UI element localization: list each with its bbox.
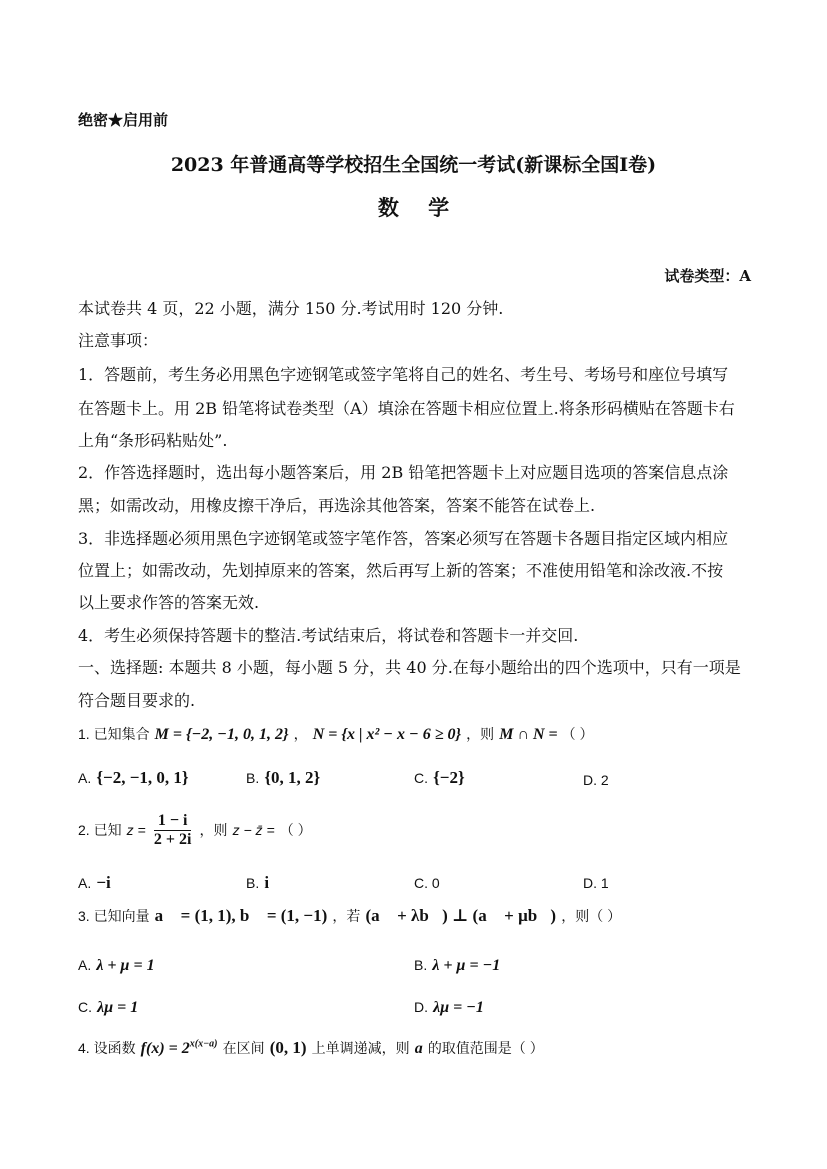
q4-function: f(x) = 2 xyxy=(140,1040,190,1057)
note-line: 1．答题前，考生务必用黑色字迹钢笔或签字笔将自己的姓名、考生号、考场号和座位号填写 xyxy=(78,365,729,384)
note-line: 黑；如需改动，用橡皮擦干净后，再选涂其他答案，答案不能答在试卷上. xyxy=(78,496,596,515)
q1-option-a xyxy=(78,768,189,788)
option-label: B. xyxy=(246,770,260,786)
confidential-label: 绝密★启用前 xyxy=(78,111,169,129)
option-label: A. xyxy=(78,770,92,786)
option-value: −i xyxy=(96,873,111,892)
option-label: C. xyxy=(414,770,428,786)
option-label: C. xyxy=(78,999,92,1015)
q2-prefix: 2. 已知 xyxy=(78,822,122,838)
option-label: D. xyxy=(414,999,428,1015)
q4-interval: (0, 1) xyxy=(269,1038,307,1057)
q2-option-d: D. 1 xyxy=(583,875,609,891)
question-2 xyxy=(78,812,312,849)
option-value: λμ = 1 xyxy=(97,999,139,1016)
q2-option-b xyxy=(246,873,269,893)
section-heading-cont: 符合题目要求的. xyxy=(78,691,196,710)
q2-option-c: C. 0 xyxy=(414,875,440,891)
q2-suffix: ，则 xyxy=(199,822,228,838)
option-value: λ + μ = −1 xyxy=(432,957,501,974)
q3-option-a xyxy=(78,955,155,975)
question-3 xyxy=(78,906,621,926)
option-label: B. xyxy=(246,875,260,891)
option-value: λμ = −1 xyxy=(433,999,484,1016)
note-line: 4．考生必须保持答题卡的整洁.考试结束后，将试卷和答题卡一并交回. xyxy=(78,626,579,645)
q3-option-c xyxy=(78,997,138,1017)
q1-set-m: M = {−2, −1, 0, 1, 2} xyxy=(154,726,289,743)
q1-prefix: 1. 已知集合 xyxy=(78,726,150,742)
subject-title: 数 学 xyxy=(377,195,450,220)
notes-heading: 注意事项： xyxy=(78,331,159,350)
q2-ask: z − z̄ = xyxy=(232,822,275,838)
q4-exponent: x(x−a) xyxy=(189,1038,218,1050)
question-1 xyxy=(78,724,594,744)
option-value: {0, 1, 2} xyxy=(264,768,321,787)
q4-variable: a xyxy=(414,1040,423,1057)
q3-vectors: a⃗ = (1, 1), b⃗ = (1, −1) xyxy=(154,906,328,925)
q1-ask: M ∩ N = xyxy=(499,726,562,743)
q2-numerator: 1 − i xyxy=(154,812,192,831)
q3-suffix: ，则（ ） xyxy=(561,908,622,924)
q2-option-a xyxy=(78,873,111,893)
q4-suffix: 的取值范围是（ ） xyxy=(427,1040,544,1056)
option-label: A. xyxy=(78,875,92,891)
question-4 xyxy=(78,1038,544,1058)
q3-condition: (a⃗ + λb⃗) ⊥ (a⃗ + μb⃗) xyxy=(365,906,557,925)
note-line: 以上要求作答的答案无效. xyxy=(78,593,260,612)
note-line: 3．非选择题必须用黑色字迹钢笔或签字笔作答，答案必须写在答题卡各题目指定区域内相应 xyxy=(78,529,729,548)
exam-title: 2023 年普通高等学校招生全国统一考试(新课标全国I卷) xyxy=(170,154,657,176)
note-line: 在答题卡上。用 2B 铅笔将试卷类型（A）填涂在答题卡相应位置上.将条形码横贴在答题卡右 xyxy=(78,399,735,418)
q2-z: z = xyxy=(126,822,146,838)
option-value: i xyxy=(264,873,270,892)
option-value: {−2} xyxy=(433,768,465,787)
option-value: λ + μ = 1 xyxy=(96,957,155,974)
q3-prefix: 3. 已知向量 xyxy=(78,908,150,924)
note-line: 上角“条形码粘贴处”. xyxy=(78,431,228,450)
q3-mid: ，若 xyxy=(332,908,361,924)
q2-denominator: 2 + 2i xyxy=(153,831,192,848)
note-line: 2．作答选择题时，选出每小题答案后，用 2B 铅笔把答题卡上对应题目选项的答案信息点涂 xyxy=(78,463,729,482)
option-value: {−2, −1, 0, 1} xyxy=(96,768,189,787)
q1-set-n: N = {x | x² − x − 6 ≥ 0} xyxy=(312,726,462,743)
q1-option-d: D. 2 xyxy=(583,772,609,788)
q3-option-b xyxy=(414,955,500,975)
q1-option-b xyxy=(246,768,320,788)
option-label: B. xyxy=(414,957,428,973)
q1-comma: ， xyxy=(293,726,308,742)
q3-option-d xyxy=(414,997,484,1017)
section-heading: 一、选择题: 本题共 8 小题，每小题 5 分，共 40 分.在每小题给出的四个选项中，只有一项是 xyxy=(78,658,741,677)
q4-prefix: 4. 设函数 xyxy=(78,1040,136,1056)
paper-type: 试卷类型：A xyxy=(664,267,751,285)
q2-fraction xyxy=(154,812,192,849)
intro-text: 本试卷共 4 页，22 小题，满分 150 分.考试用时 120 分钟. xyxy=(78,299,504,318)
q2-paren: （ ） xyxy=(279,822,312,838)
q1-paren: （ ） xyxy=(561,726,594,742)
note-line: 位置上；如需改动，先划掉原来的答案，然后再写上新的答案；不准使用铅笔和涂改液.不按 xyxy=(78,561,724,580)
q1-option-c xyxy=(414,768,465,788)
q1-suffix: ，则 xyxy=(466,726,495,742)
option-label: A. xyxy=(78,957,92,973)
q4-mid: 在区间 xyxy=(222,1040,265,1056)
q4-mid2: 上单调递减，则 xyxy=(311,1040,410,1056)
